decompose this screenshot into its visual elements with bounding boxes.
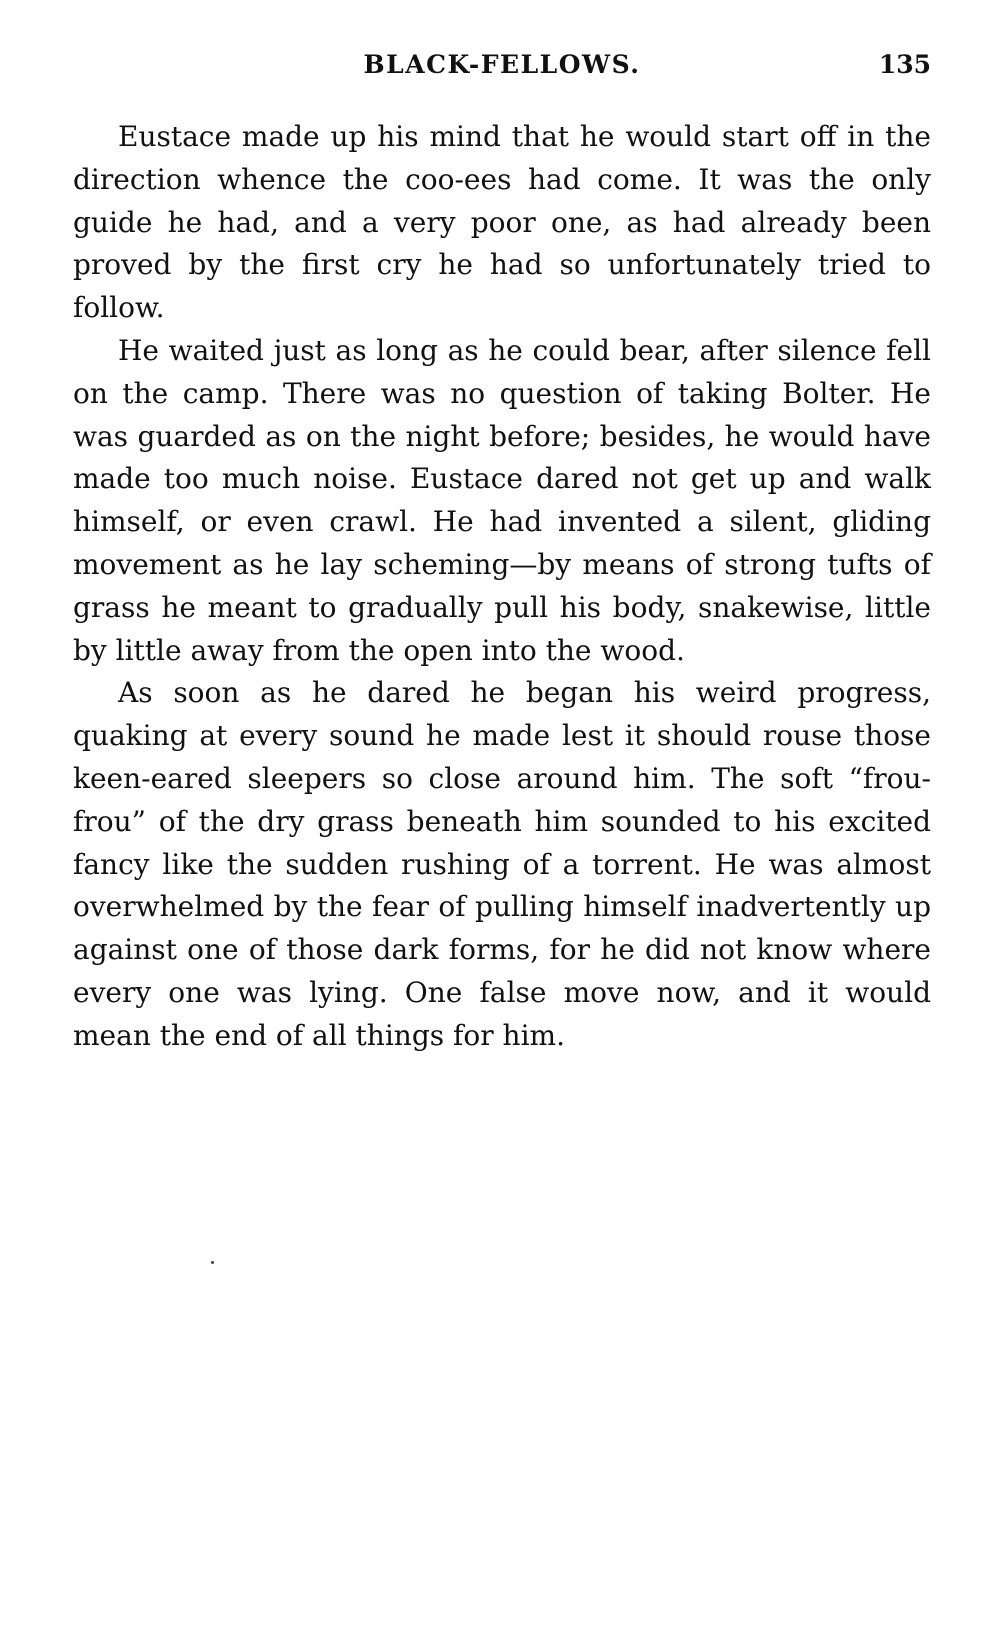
ink-speck [211, 1261, 214, 1264]
paragraph-2: He waited just as long as he could bear, after silence fell on the camp. There was no question of taking Bolter. He was guarded as on the night before; besides, he would have made too much noise. Eustace dared not get up and walk himself, or even crawl. He had invented a silent, gliding movement as he lay scheming—by means of strong tufts of grass he meant to gradually pull his body, snakewise, little by little away from the open into the wood. [73, 333, 931, 667]
page-header [73, 44, 931, 84]
body-text [73, 116, 931, 1058]
page-number: 135 [878, 50, 931, 79]
paragraph-1: Eustace made up his mind that he would start off in the direction whence the coo-ees had come. It was the only guide he had, and a very poor one, as had already been proved by the first cry he had so unfortunately tried to follow. [73, 120, 931, 325]
paragraph-3: As soon as he dared he began his weird progress, quaking at every sound he made lest it should rouse those keen-eared sleepers so close around him. The soft “frou-frou” of the dry grass beneath him sounded to his excited fancy like the sudden rushing of a torrent. He was almost overwhelmed by the fear of pulling himself inadvertently up against one of those dark forms, for he did not know where every one was lying. One false move now, and it would mean the end of all things for him. [73, 676, 931, 1052]
running-title: BLACK-FELLOWS. [363, 50, 641, 79]
